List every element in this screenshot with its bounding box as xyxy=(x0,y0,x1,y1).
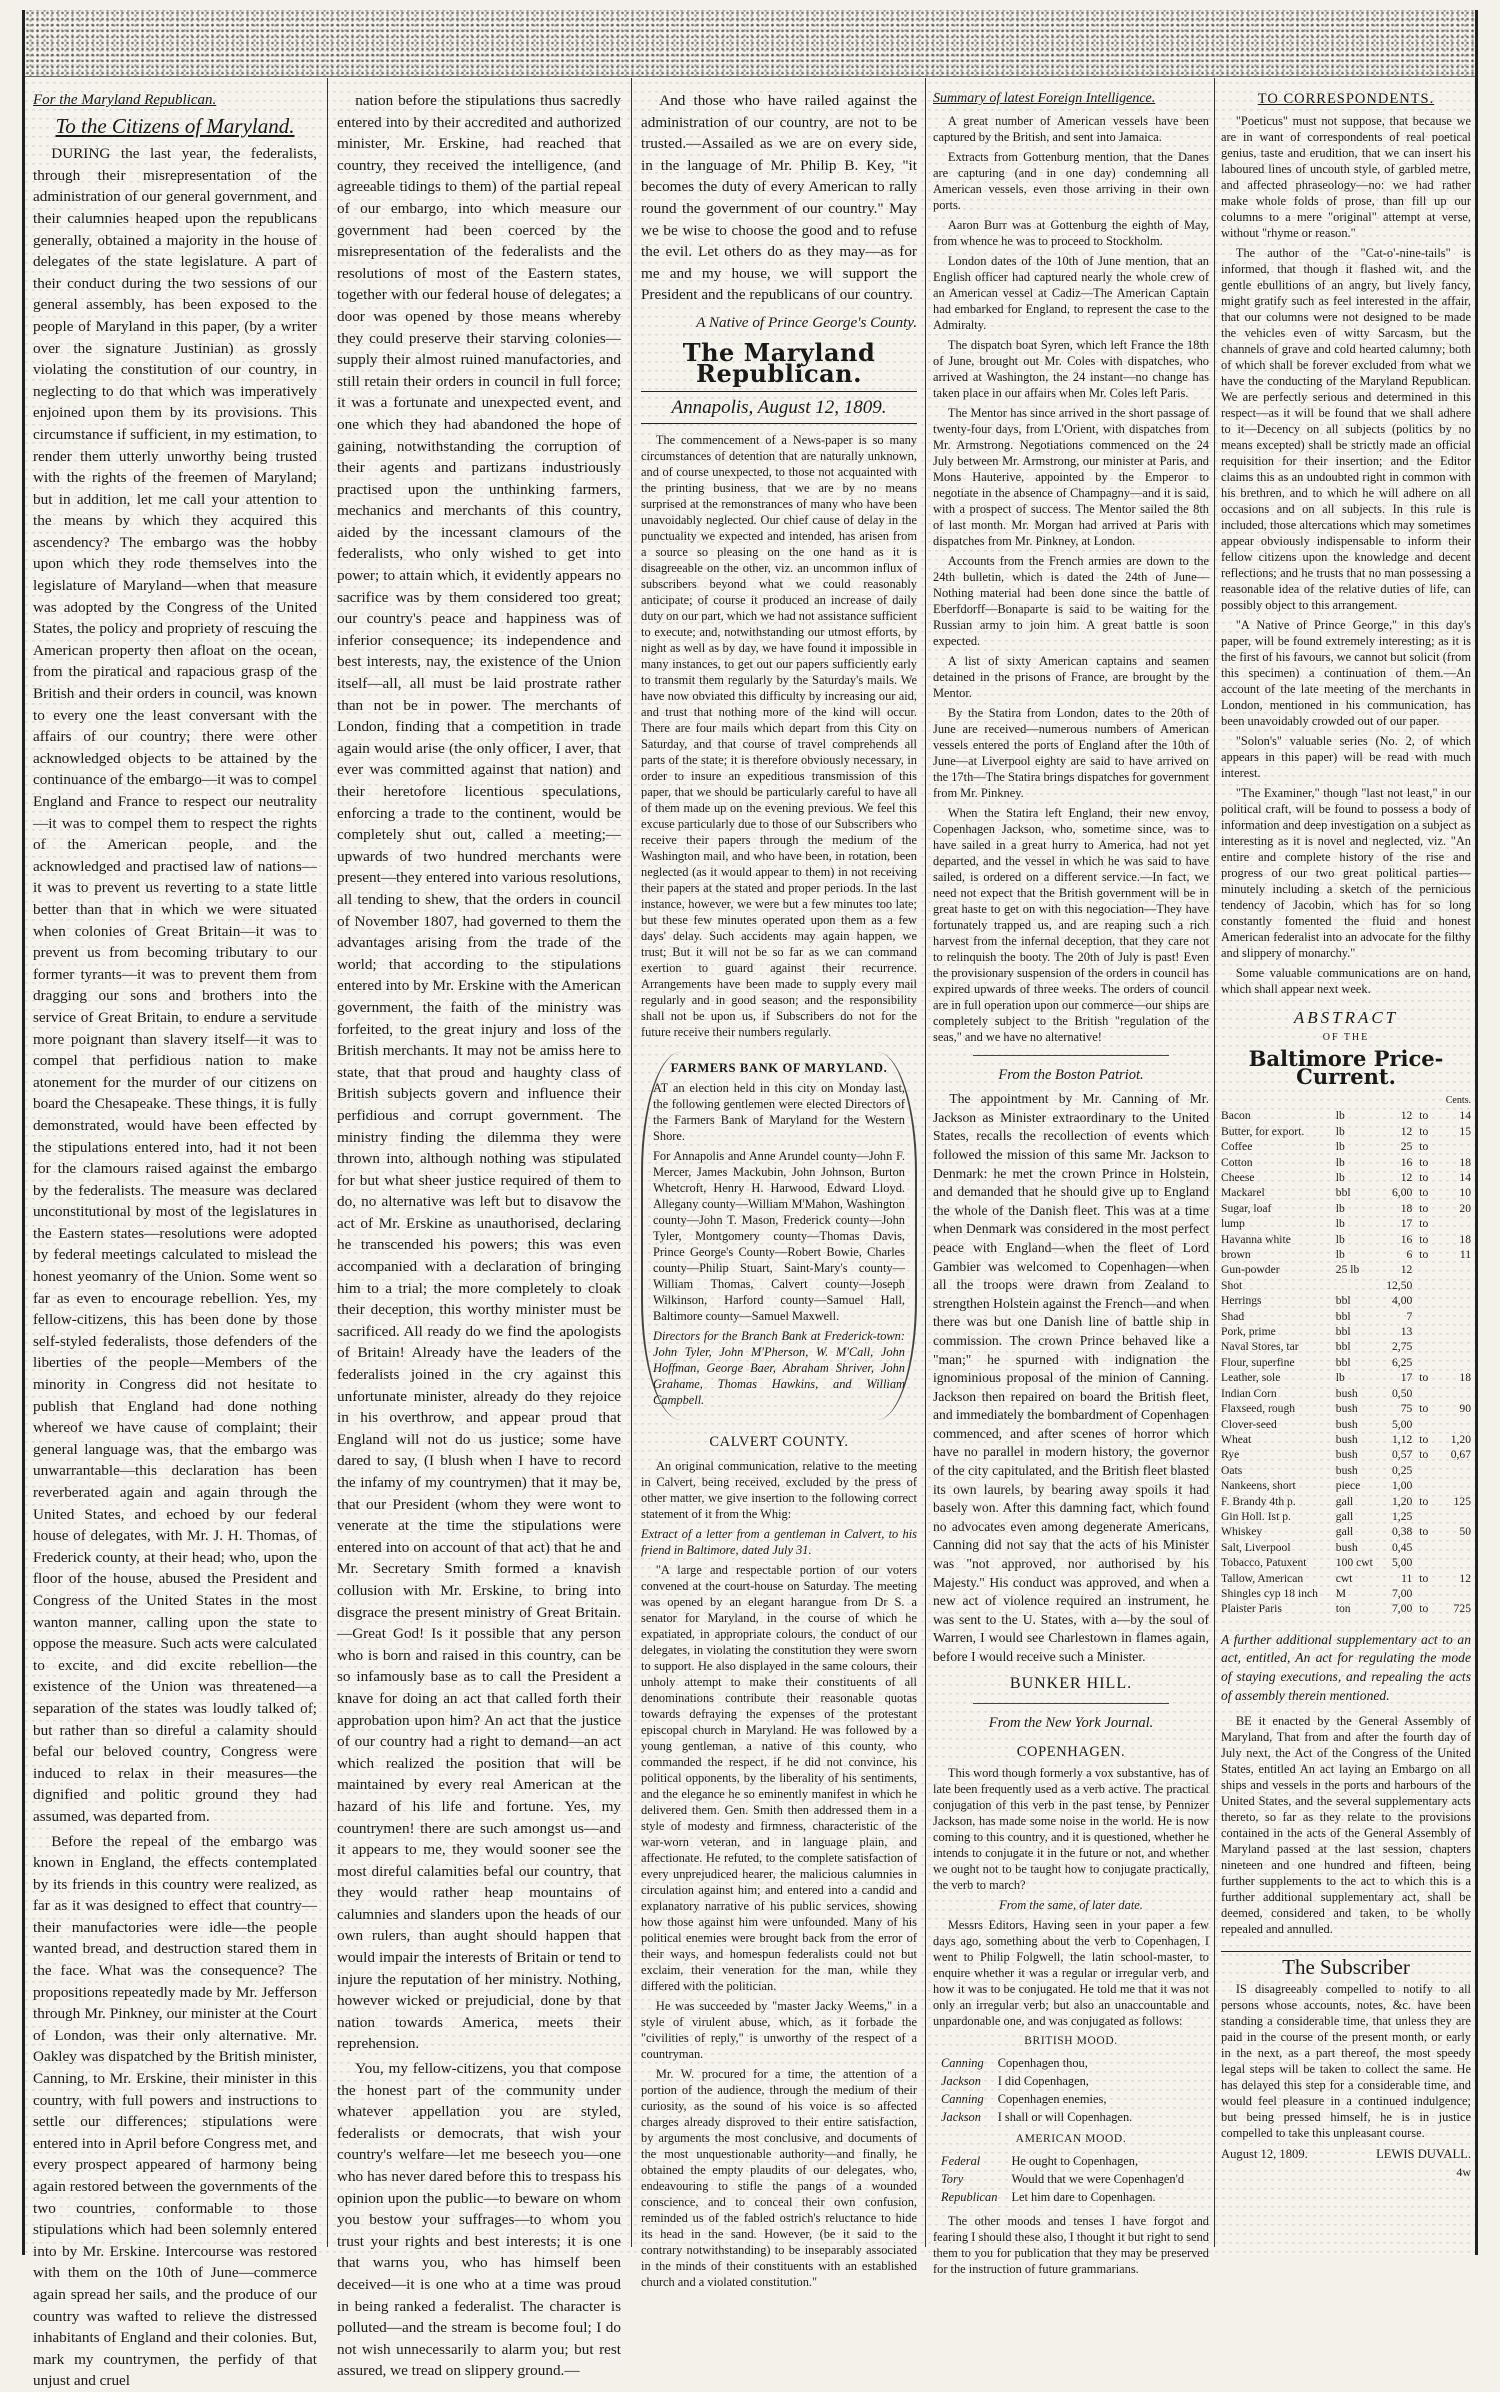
price-high xyxy=(1435,1386,1471,1401)
notice-directors: For Annapolis and Anne Arundel county—John F. Mercer, James Mackubin, John Johnson, Burton Whetcroft, Henry H. Harwood, Edward Lloyd. Allegany county—William M'Mahon, Washington county—John T. Mason, Frederick county—John Tyler, Montgomery county—Thomas Davis, Prince George's County—Robert Bowie, Charles county—Philip Stuart, Saint-Mary's county—William Thomas, Calvert county—Joseph Wilkinson, Harford county—Samuel Hall, Baltimore county—Samuel Maxwell. xyxy=(653,1149,905,1324)
notice-branch: Directors for the Branch Bank at Frederick-town: John Tyler, John M'Pherson, W. M'Call, John Hoffman, George Baer, Abraham Shriver, John Grahame, Thomas Hawkins, and William Campbell. xyxy=(653,1329,905,1408)
price-unit: 25 lb xyxy=(1335,1263,1360,1277)
conjugation-form: He ought to Copenhagen, xyxy=(1011,2154,1139,2169)
price-high: 11 xyxy=(1459,1248,1471,1262)
article-paragraph: And those who have railed against the administration of our country, are not to be trusted.—Assailed as we are on every side, in the language of Mr. Philip B. Key, "it becomes the duty of every American to rally round the government of our country." May we be wise to choose the good and to refuse the evil. Let others do as they may—as for me and my house, we will support the President and the republicans of our country. xyxy=(641,92,917,304)
price-row xyxy=(1221,1124,1471,1139)
article-paragraph: "A large and respectable portion of our voters convened at the court-house on Saturday. The meeting was opened by an elegant harangue from Dr S. a senator for Maryland, in the course of which he expatiated, in appropriate colours, the conduct of our delegates, in violating the constitution they were sworn to support. He also displayed in the same colours, their unholy attempt to make their constituents of all denominations contribute their reasonable quotas towards defraying the expenses of the protestant episcopal church in Maryland. He was followed by a young gentleman, a native of this county, who commanded the respect, if he did not convince, his political opponents, by the liberality of his sentiments, and the elegance he so eminently manifest in which he delivered them. Gen. Smith then addressed them in a style of modesty and firmness, characteristic of the war-worn veteran, and in language plain, and affectionate. He refuted, to the complete satisfaction of every unprejudiced hearer, the malicious calumnies in circulation against him; and entered into a candid and explanatory narrative of his public services, showing how those against him were unfounded. Many of his political enemies were brought back from the error of their ways, and homespun federalists could not but exclaim, their veneration for the man, while they differed with the politician. xyxy=(641,1562,917,1993)
editorial-paragraph: The commencement of a News-paper is so many circumstances of detention that are naturally unknown, and of course unexpected, to those not acquainted with the printing business, that we are by no means surprised at the remonstrances of many who have been unavoidably neglected. Our chief cause of delay in the punctuality we expected and intended, has arisen from a source so pleasing on the one hand as it is disagreeable on the other, viz. an uncommon influx of subscribers beyond what we could reasonably anticipate; of course it produced an increase of daily duty on our part, which we had not assistance sufficient to execute; and, notwithstanding our utmost efforts, by night as well as by day, we have found it impossible in many instances, to get out our papers sufficiently early to transmit them regularly by the Saturday's mails. We have now obviated this difficulty by increasing our aid, and trust that nothing more of the kind will occur. There are four mails which depart from this City on Saturday, and that course of travel comprehends all parts of the state; it is therefore obviously necessary, in order to insure an expeditious transmission of this paper, that we should be particularly careful to have all of them made up on the evening previous. We feel this excuse particularly due to those of our Subscribers who receive their papers through the medium of the Washington mail, and who have been, in rotation, been neglected (as it would appear to them) in not receiving their papers at the stated and proper periods. In the last instance, however, we were but a few minutes too late; but these few minutes operated upon them as a few days' delay. Such accidents may again happen, we trust; But it will not be so far as we can command exertion to guard against their recurrence. Arrangements have been made to supply every mail regularly and in good season; and the responsibility shall not be upon us, if Subscribers do not for the future receive their numbers regularly. xyxy=(641,433,917,1040)
price-unit: 100 cwt xyxy=(1335,1556,1373,1570)
price-to: to xyxy=(1419,1217,1429,1231)
newspaper-page xyxy=(22,10,1478,2390)
price-to: to xyxy=(1419,1432,1429,1446)
price-unit: bbl xyxy=(1335,1294,1351,1308)
news-item: A list of sixty American captains and seamen detained in the prisons of France, are brought by the Mentor. xyxy=(933,653,1209,700)
price-high xyxy=(1435,1509,1471,1524)
price-current-title: Baltimore Price-Current. xyxy=(1248,1045,1444,1090)
letter-extract-heading: Extract of a letter from a gentleman in Calvert, to his friend in Baltimore, dated July 31. xyxy=(641,1526,917,1557)
price-to xyxy=(1412,1355,1435,1370)
price-low: 6,00 xyxy=(1392,1186,1413,1200)
price-item: Gun-powder xyxy=(1221,1263,1280,1277)
price-low: 0,45 xyxy=(1392,1540,1413,1554)
act-title: A further additional supplementary act to an act, entitled, An act for regulating the mode of staying executions, and repealing the acts of assembly therein mentioned. xyxy=(1221,1631,1471,1703)
news-item: A great number of American vessels have been captured by the British, and sent into Jamaica. xyxy=(933,113,1209,144)
price-item: Rye xyxy=(1221,1448,1240,1462)
price-low: 1,12 xyxy=(1392,1432,1413,1446)
price-low: 7 xyxy=(1406,1309,1413,1323)
column-1 xyxy=(33,90,317,2390)
price-low: 0,25 xyxy=(1392,1463,1413,1477)
price-to: to xyxy=(1419,1171,1429,1184)
price-unit: lb xyxy=(1335,1248,1345,1262)
price-high: 18 xyxy=(1459,1371,1471,1385)
price-to: to xyxy=(1419,1109,1429,1123)
price-unit: gall xyxy=(1335,1494,1354,1508)
price-item: Havanna white xyxy=(1221,1232,1291,1246)
price-to: to xyxy=(1419,1402,1429,1416)
price-item: Clover-seed xyxy=(1221,1417,1277,1431)
price-row xyxy=(1221,1139,1471,1154)
news-item: Accounts from the French armies are down to the 24th bulletin, which is dated the 24th of June—Nothing material had been done since the battle of Eberfdorff—Bonaparte is said to be waiting for the Russian army to join him. A great battle is soon expected. xyxy=(933,553,1209,648)
price-row xyxy=(1221,1463,1471,1478)
column-2 xyxy=(337,90,621,2380)
price-low: 17 xyxy=(1400,1217,1413,1231)
price-item: Plaister Paris xyxy=(1221,1602,1282,1616)
price-high xyxy=(1435,1355,1471,1370)
price-item: Coffee xyxy=(1221,1140,1253,1154)
price-unit: lb xyxy=(1335,1109,1345,1123)
price-high xyxy=(1435,1216,1471,1231)
price-row xyxy=(1221,1447,1471,1462)
price-to xyxy=(1412,1417,1435,1432)
article-paragraph: He was succeeded by "master Jacky Weems," in a style of virulent abuse, which, as it forbade the "civilities of reply," is unworthy of the respect of a countryman. xyxy=(641,1998,917,2061)
price-to xyxy=(1412,1309,1435,1324)
letter-heading: To the Citizens of Maryland. xyxy=(55,113,295,138)
foreign-news-list xyxy=(933,113,1209,1045)
price-row xyxy=(1221,1247,1471,1262)
price-high: 125 xyxy=(1453,1494,1471,1508)
price-row xyxy=(1221,1524,1471,1539)
conjugation-speaker: Jackson xyxy=(941,2074,981,2089)
mood-heading: AMERICAN MOOD. xyxy=(1015,2133,1127,2146)
correspondent-note: "The Examiner," though "last not least," in our political craft, will be found to possess a body of information and deep investigation on a subject as interesting as it is novel and neglected, viz. "An entire and complete history of the rise and progress of our two great political parties—minutely including a sketch of the pernicious tendency of Jacobin, which has for so long constantly fomented the fluid and honest American federalist into an advocate for the filthy and slippery of monarchy." xyxy=(1221,785,1471,960)
letter-signature: A Native of Prince George's County. xyxy=(696,313,917,331)
news-item: By the Statira from London, dates to the 20th of June are received—numerous numbers of American vessels entered the ports of England after the 10th of June—at Liverpool eighty are said to have arrived on the 17th—The Statira brings dispatches for government from Mr. Pinkney. xyxy=(933,705,1209,800)
conjugation-form: Copenhagen enemies, xyxy=(997,2092,1107,2107)
article-paragraph: You, my fellow-citizens, you that compose the honest part of the community under whatever appellation you are styled, federalists or democrats, that wish your country's welfare—let me beseech you—one who has never dared before this to trespass his opinion upon the public—to beware on whom you bestow your suffrages—to whom you trust your rights and best interests; it is one that warns you, who has himself been deceived—it is one who at a time was proud in being ranked a federalist. The character is polluted—and the stream is become foul; I do not wish unnecessarily to alarm you; but rest assured, we tread on slippery ground.— xyxy=(337,2060,621,2380)
price-high xyxy=(1435,1339,1471,1354)
price-item: Shot xyxy=(1221,1278,1243,1292)
price-to: to xyxy=(1419,1248,1429,1262)
correspondents-heading: TO CORRESPONDENTS. xyxy=(1257,91,1435,107)
price-low: 12 xyxy=(1400,1109,1413,1123)
price-row xyxy=(1221,1601,1471,1616)
price-high xyxy=(1435,1586,1471,1601)
price-high xyxy=(1435,1417,1471,1432)
conjugation-row xyxy=(935,2055,1138,2071)
signature-bunker-hill: BUNKER HILL. xyxy=(1009,1674,1133,1692)
price-to xyxy=(1412,1262,1435,1277)
price-row xyxy=(1221,1370,1471,1385)
price-item: Flaxseed, rough xyxy=(1221,1402,1296,1416)
news-item: Extracts from Gottenburg mention, that the Danes are capturing (and in one day) condemning all American vessels, even those arriving in their own ports. xyxy=(933,149,1209,212)
price-row xyxy=(1221,1155,1471,1170)
price-row xyxy=(1221,1262,1471,1277)
news-item: When the Statira left England, their new envoy, Copenhagen Jackson, who, sometime since, was to have sailed in a great hurry to America, had not yet departed, and the vessel in which he was said to have sailed, is ordered on a different service.—In fact, we need not expect that the British government will be in great haste to get on with this negociation—They have fortunately trapped us, and are reaping such a rich harvest from the infernal deception, that they care not to relinquish the booty. The 20th of July is past! Even the provisionary suspension of the orders in council has expired upwards of three weeks. The orders of council are in full operation upon our commerce—our ships are completely subject to the British "regulation of the seas," and we have no alternative! xyxy=(933,805,1209,1044)
price-low: 6,25 xyxy=(1392,1355,1413,1369)
price-row xyxy=(1221,1170,1471,1185)
price-to xyxy=(1412,1540,1435,1555)
price-row xyxy=(1221,1185,1471,1200)
price-high: 12 xyxy=(1459,1571,1471,1585)
conjugation-row xyxy=(935,2153,1190,2169)
price-unit: gall xyxy=(1335,1509,1354,1523)
conjugation-row xyxy=(935,2073,1138,2089)
price-unit: lb xyxy=(1335,1217,1345,1231)
price-item: Wheat xyxy=(1221,1432,1252,1446)
conjugation-row xyxy=(935,2109,1138,2125)
price-unit: bush xyxy=(1335,1386,1358,1400)
price-item: Herrings xyxy=(1221,1294,1262,1308)
conjugation-speaker: Canning xyxy=(941,2092,984,2107)
price-unit: bbl xyxy=(1335,1340,1351,1354)
price-low: 16 xyxy=(1400,1232,1413,1246)
source-heading: From the Boston Patriot. xyxy=(998,1066,1144,1083)
conjugation-speaker: Jackson xyxy=(941,2110,981,2125)
price-item: Bacon xyxy=(1221,1109,1251,1123)
price-unit: lb xyxy=(1335,1155,1345,1169)
conjugation-speaker: Tory xyxy=(941,2172,964,2187)
conjugation-row xyxy=(935,2091,1138,2107)
price-to xyxy=(1412,1278,1435,1293)
price-unit: bush xyxy=(1335,1463,1358,1477)
price-unit: lb xyxy=(1335,1124,1345,1138)
price-high: 725 xyxy=(1453,1602,1471,1616)
conjugation-row xyxy=(935,2171,1190,2187)
section-heading: COPENHAGEN. xyxy=(1016,1743,1126,1760)
price-high xyxy=(1435,1540,1471,1555)
price-low: 25 xyxy=(1400,1140,1413,1154)
cents-header: Cents. xyxy=(1445,1094,1471,1106)
price-low: 0,38 xyxy=(1392,1525,1413,1539)
price-high: 1,20 xyxy=(1450,1432,1471,1446)
subscriber-name: LEWIS DUVALL. xyxy=(1376,2146,1471,2161)
subscriber-heading: The Subscriber xyxy=(1221,1951,1471,1977)
price-row xyxy=(1221,1478,1471,1493)
price-item: F. Brandy 4th p. xyxy=(1221,1494,1296,1508)
price-low: 12 xyxy=(1400,1124,1413,1138)
price-to: to xyxy=(1419,1155,1429,1169)
british-mood-table xyxy=(933,2053,1140,2127)
price-high xyxy=(1435,1324,1471,1339)
price-low: 75 xyxy=(1400,1402,1413,1416)
price-row xyxy=(1221,1232,1471,1247)
conjugation-form: I shall or will Copenhagen. xyxy=(997,2110,1133,2125)
price-high: 14 xyxy=(1459,1109,1471,1123)
price-to xyxy=(1412,1339,1435,1354)
price-row xyxy=(1221,1586,1471,1601)
insertion-mark: 4w xyxy=(1456,2165,1471,2180)
price-low: 12,50 xyxy=(1386,1278,1413,1292)
american-mood-table xyxy=(933,2151,1192,2207)
price-high: 14 xyxy=(1459,1171,1471,1184)
price-item: Mackarel xyxy=(1221,1186,1265,1200)
price-row xyxy=(1221,1555,1471,1570)
price-low: 17 xyxy=(1400,1371,1413,1385)
price-unit: gall xyxy=(1335,1525,1354,1539)
dateline: Annapolis, August 12, 1809. xyxy=(641,391,917,425)
price-to xyxy=(1412,1586,1435,1601)
article-paragraph: DURING the last year, the federalists, through their misrepresentation of the administration of our general government, and their calumnies heaped upon the republicans generally, obtained a majority in the house of delegates of the state legislature. A part of their conduct during the two sessions of our general assembly, has been exposed to the people of Maryland in this paper, (by a writer over the signature Justinian) as grossly violating the constitution of our country, in neglecting to do that which was imperatively enjoined upon them by its provisions. This circumstance if sufficient, in my estimation, to render them utterly unworthy being trusted with the rights of the freemen of Maryland; but in addition, let me call your attention to the means by which they acquired this ascendency? The embargo was the hobby upon which they rode themselves into the legislature of Maryland—when that measure was adopted by the Congress of the United States, the policy and propriety of rescuing the American property then afloat on the ocean, from the piratical and rapacious grasp of the British and their orders in council, was known to every one the least conversant with the affairs of our country; there were other acknowledged objects to be attained by the continuance of the embargo—it was to compel England and France to respect our neutrality—it was to compel them to respect the rights of the American people, and the acknowledged and practised law of nations—it was to prevent us reverting to a state little better than that in which we were situated when colonies of Great Britain—it was to prevent us from becoming tributary to our former tyrants—it was to prevent them from dragging our sons and brothers into the service of Great Britain, to endure a servitude more poignant than slavery itself—it was to compel that perfidious nation to make atonement for the murder of our citizens on board the Chesapeake. These things, it is fully demonstrated, would have been effected by the stipulations entered into, had it not been for the clamours raised against the embargo by the federalists. The measure was declared unconstitutional by most of the legislatures in the Eastern states—resolutions were adopted by federal meetings calculated to mislead the honest yeomanry of the Union. Some went so far as even to encourage rebellion. Yes, my fellow-citizens, this has been done by those self-styled federalists, those defenders of the liberties of the people—Members of the minority in Congress did not hesitate to publish that England had done nothing whereof we have cause of complaint; their general language was, that the embargo was unwarrantable—this declaration has been reverberated again and again through the United States, and echoed by our federal house of delegates, with Mr. J. H. Thomas, of Frederick county, at their head; who, upon the floor of the house, abused the President and Congress of the United States in the most wanton manner, calling upon the state to oppose the measure. Such acts were calculated to excite, and did excite rebellion—the existence of the Union was threatened—a separation of the states was loudly talked of; but rather than so direful a calamity should befal our beloved country, Congress were induced to relax in their measures—the dignified and politic ground they had assumed, was departed from. xyxy=(33,145,317,1825)
article-paragraph: The other moods and tenses I have forgot and fearing I should these also, I thought it but right to send them to you for publication that they may be preserved for the instruction of future grammarians. xyxy=(933,2214,1209,2277)
divider xyxy=(973,1055,1169,1056)
price-current-table xyxy=(1221,1093,1471,1617)
price-to xyxy=(1412,1293,1435,1308)
article-paragraph: Before the repeal of the embargo was known in England, the effects contemplated by its friends in this country were realized, as far as it was designed to effect that country—their manufactories were idle—the people wanted bread, and destruction stared them in the face. What was the consequence? The propositions repeatedly made by Mr. Jefferson through Mr. Pinkney, our minister at the Court of London, was their only alternative. Mr. Oakley was dispatched by the British minister, Canning, to Mr. Erskine, their minister in this country, with full powers and instructions to settle our differences; stipulations were entered into in April before Congress met, and every prospect appeared of harmony being again restored between the governments of the two countries, conformable to those stipulations which had been solemnly entered into by Mr. Erskine. Intercourse was restored with them on the 10th of June—commerce again spread her sails, and the produce of our country was wafted to relieve the distressed inhabitants of England and their colonies. But, mark my countrymen, the perfidy of that unjust and cruel xyxy=(33,1832,317,2390)
price-to: to xyxy=(1419,1571,1429,1585)
price-high: 20 xyxy=(1459,1201,1471,1215)
section-heading: CALVERT COUNTY. xyxy=(709,1434,849,1451)
price-unit: bush xyxy=(1335,1402,1358,1416)
price-high xyxy=(1435,1309,1471,1324)
price-unit: bush xyxy=(1335,1448,1358,1462)
conjugation-form: Copenhagen thou, xyxy=(997,2056,1088,2071)
mood-heading: BRITISH MOOD. xyxy=(1024,2035,1118,2048)
source-heading: From the same, of later date. xyxy=(999,1898,1143,1913)
news-item: The dispatch boat Syren, which left France the 18th of June, brought out Mr. Coles with dispatches, who arrived at Washington, the 24 instant—no change has taken place in our affairs when Mr. Coles left Paris. xyxy=(933,337,1209,400)
price-to: to xyxy=(1419,1371,1429,1385)
correspondents-notes xyxy=(1221,113,1471,997)
price-low: 1,25 xyxy=(1392,1509,1413,1523)
price-item: lump xyxy=(1221,1217,1245,1231)
price-item: Shad xyxy=(1221,1309,1245,1323)
price-unit: lb xyxy=(1335,1371,1345,1385)
price-low: 7,00 xyxy=(1392,1602,1413,1616)
conjugation-form: Let him dare to Copenhagen. xyxy=(1011,2190,1156,2205)
abstract-heading: ABSTRACT xyxy=(1293,1007,1399,1027)
correspondent-note: "A Native of Prince George," in this day's paper, will be found extremely interesting; as it is the first of his favours, we cannot but solicit (from this specimen) a continuation of them.—An account of the late meeting of the merchants in London, mentioned in his communication, has been unavoidably crowded out of our paper. xyxy=(1221,617,1471,728)
correspondent-note: "Poeticus" must not suppose, that because we are in want of correspondents of real poetical genius, taste and erudition, that we can insert his laboured lines of uncouth style, of garbled metre, and affected phraseology—no: we had rather make whole folds of prose, than fill up our columns to a mere "original" attempt at verse, without "rhyme or reason." xyxy=(1221,113,1471,240)
bank-election-notice xyxy=(641,1052,917,1420)
price-low: 2,75 xyxy=(1392,1340,1413,1354)
price-low: 11 xyxy=(1401,1571,1413,1585)
conjugation-form: Would that we were Copenhagen'd xyxy=(1011,2172,1185,2187)
conjugation-speaker: Canning xyxy=(941,2056,984,2071)
price-low: 13 xyxy=(1400,1325,1413,1339)
price-row xyxy=(1221,1108,1471,1123)
price-row xyxy=(1221,1355,1471,1370)
price-item: Nankeens, short xyxy=(1221,1479,1296,1493)
article-paragraph: Messrs Editors, Having seen in your paper a few days ago, something about the verb to Copenhagen, I went to Philip Folgwell, the latin school-master, to enquire whether it was a regular or irregular verb, and how it was to be conjugated. He told me that it was not only an irregular verb; but also an unaccountable and unpardonable one, and was conjugated as follows: xyxy=(933,1918,1209,2029)
price-to: to xyxy=(1419,1602,1429,1616)
column-kicker: Summary of latest Foreign Intelligence. xyxy=(933,91,1156,106)
price-low: 5,00 xyxy=(1392,1556,1413,1570)
price-row xyxy=(1221,1216,1471,1231)
article-paragraph: nation before the stipulations thus sacredly entered into by their accredited and authorized minister, Mr. Erskine, had reached that country, they received the intelligence, (and agreeable tidings to them) of the partial repeal of our embargo, into which measure our government had been coerced by the misrepresentation of the federalists and the resolutions of most of the Eastern states, together with our federal house of delegates; a door was opened by those means whereby they could preserve their starving colonies—supply their almost ruined manufactories, and still retain their orders in council in full force; it was a fortunate and unexpected event, and one which they had abandoned the hope of gaining, notwithstanding the corruption of their agents and partizans industriously practised upon the unthinking farmers, mechanics and merchants of this country, aided by the incessant clamours of the federalists, who only wished to get into power; to attain which, it evidently appears no sacrifice was by them considered too great; our country's peace and happiness was of inferior consequence; its independence and best interests, nay, the existence of the Union itself—all, all must be laid prostrate rather than not be in power. The merchants of London, finding that a competition in trade again would arise (the only officer, I aver, that ever was committed against that nation) and their heretofore licentious speculations, enforcing a trade to the continent, would be completely shut out, called a meeting;—upwards of two hundred merchants were present—they entered into various resolutions, all tending to shew, that the orders in council of November 1807, had governed to them the advantages arising from the trade of the world; that according to the stipulations entered into by Mr. Erskine with the American government, the faith of the ministry was forfeited, to the great injury and loss of the British merchants. It may not be amiss here to state, that that proud and haughty class of British subjects govern and influence their perfidious and corrupt government. The ministry finding the dilemma they were thrown into, although nothing was stipulated for but what sheer justice required of them to do, no alternative was left but to disavow the act of Mr. Erskine as unauthorised, declaring he transcended his powers; this was even accompanied with a declaration of bringing him to a trial; the more completely to cloak their deception, this worthy minister must be sacrificed. All ready do we find the apologists of Britain! Already have the leaders of the federalists joined in the cry against this unfortunate minister, already do they rejoice in his overthrow, and appear proud that England will not do us justice; some have dared to say, (I blush when I have to record the infamy of my countrymen) that it may be, that our President (whom they were wont to venerate at the time the stipulations were entered into on account of that act) that he and Mr. Secretary Smith formed a knavish collusion with Mr. Erskine, to bring into disgrace the present ministry of Great Britain.—Great God! Is it possible that any person who is born and raised in this country, can be so infamously base as to call the President a knave for doing an act that called forth their approbation upon him? An act that the justice of our country had a right to demand—an act which realized the position that will be maintained by every real American at the hazard of his life and fortune. Yes, my countrymen! there are such amongst us—and it appears to me, they would sooner see the most direful calamities befal our country, that they would rather heap mountains of calumnies and slanders upon the heads of our own rulers, than aught should happen that would impair the interests of Britain or tend to injure the reputation of her ministry. Nothing, however wicked or prejudicial, done by that nation towards America, meets their reprehension. xyxy=(337,92,621,2053)
price-low: 5,00 xyxy=(1392,1417,1413,1431)
price-high xyxy=(1435,1139,1471,1154)
price-unit: bush xyxy=(1335,1540,1358,1554)
price-high xyxy=(1435,1463,1471,1478)
price-low: 7,00 xyxy=(1392,1586,1413,1600)
price-to xyxy=(1412,1509,1435,1524)
price-low: 6 xyxy=(1406,1248,1413,1262)
price-low: 16 xyxy=(1400,1155,1413,1169)
notice-intro: AT an election held in this city on Monday last, the following gentlemen were elected Directors of the Farmers Bank of Maryland for the Western Shore. xyxy=(653,1081,905,1144)
price-high xyxy=(1435,1555,1471,1570)
conjugation-form: I did Copenhagen, xyxy=(997,2074,1089,2089)
price-item: Butter, for export. xyxy=(1221,1124,1305,1138)
price-item: Tallow, American xyxy=(1221,1571,1304,1585)
price-unit xyxy=(1336,1278,1377,1293)
price-to xyxy=(1412,1555,1435,1570)
divider xyxy=(973,1703,1169,1704)
price-row xyxy=(1221,1293,1471,1308)
price-row xyxy=(1221,1540,1471,1555)
price-row xyxy=(1221,1201,1471,1216)
price-unit: bbl xyxy=(1335,1309,1351,1323)
price-item: Indian Corn xyxy=(1221,1386,1277,1400)
abstract-of: OF THE xyxy=(1322,1032,1370,1044)
price-low: 4,00 xyxy=(1392,1294,1413,1308)
conjugation-row xyxy=(935,2189,1190,2205)
price-to: to xyxy=(1419,1232,1429,1246)
column-kicker: For the Maryland Republican. xyxy=(33,92,217,108)
price-high: 10 xyxy=(1459,1186,1471,1200)
price-unit: bush xyxy=(1335,1417,1358,1431)
price-to: to xyxy=(1419,1525,1429,1539)
price-unit: lb xyxy=(1335,1140,1345,1154)
act-body: BE it enacted by the General Assembly of Maryland, That from and after the fourth day of July next, the Act of the Congress of the United States, entitled An act laying an Embargo on all ships and vessels in the ports and harbours of the United States, and the several supplementary acts thereto, so far as they relate to the provisions contained in the acts of the General Assembly of Maryland passed at the last session, chapters nineteen and one hundred and fifteen, being further supplements to the act to which this is a further additional supplementary act, shall be deemed, considered and taken, to be wholly repealed and annulled. xyxy=(1221,1714,1471,1937)
correspondent-note: "Solon's" valuable series (No. 2, of which appears in this paper) will be read with much interest. xyxy=(1221,733,1471,780)
price-unit: ton xyxy=(1335,1602,1351,1616)
price-row xyxy=(1221,1401,1471,1416)
price-high xyxy=(1435,1478,1471,1493)
price-item: Naval Stores, tar xyxy=(1221,1340,1299,1354)
price-unit: lb xyxy=(1335,1201,1345,1215)
price-row xyxy=(1221,1324,1471,1339)
price-to xyxy=(1412,1386,1435,1401)
price-to xyxy=(1412,1463,1435,1478)
price-low: 0,57 xyxy=(1392,1448,1413,1462)
notice-title: FARMERS BANK OF MARYLAND. xyxy=(670,1061,888,1076)
price-to: to xyxy=(1419,1124,1429,1138)
news-item: Aaron Burr was at Gottenburg the eighth of May, from whence he was to proceed to Stockholm. xyxy=(933,217,1209,248)
price-item: Cheese xyxy=(1221,1171,1255,1184)
price-to: to xyxy=(1419,1494,1429,1508)
price-item: Leather, sole xyxy=(1221,1371,1281,1385)
conjugation-speaker: Republican xyxy=(941,2190,998,2205)
price-unit: piece xyxy=(1335,1479,1361,1493)
conjugation-speaker: Federal xyxy=(941,2154,981,2169)
price-item: Shingles cyp 18 inch xyxy=(1221,1586,1318,1600)
price-to: to xyxy=(1419,1186,1429,1200)
article-paragraph: This word though formerly a vox substantive, has of late been frequently used as a verb active. The practical conjugation of this verb in the past tense, by Pennizer Jackson, has made some noise in the world. He is now coming to this country, and it is questioned, whether he intends to conjugate it in the future or not, and whether we ought not to be taught how to conjugate practically, the verb to march? xyxy=(933,1766,1209,1893)
price-low: 1,20 xyxy=(1392,1494,1413,1508)
source-heading: From the New York Journal. xyxy=(988,1715,1154,1732)
price-unit: lb xyxy=(1335,1232,1345,1246)
column-4 xyxy=(933,90,1209,2277)
price-high xyxy=(1435,1262,1471,1277)
subscriber-signoff xyxy=(1221,2145,1471,2164)
price-high: 15 xyxy=(1459,1124,1471,1138)
price-to xyxy=(1412,1324,1435,1339)
price-unit: bbl xyxy=(1335,1355,1351,1369)
price-row xyxy=(1221,1339,1471,1354)
article-paragraph: Mr. W. procured for a time, the attention of a portion of the audience, through the medium of their curiosity, as the sound of his voice is so affected charges already disproved to their entire satisfaction, by arguments the most conclusive, and documents of the most unquestionable authority—and finally, he obtained the empty plaudits of our delegates, who, endeavouring to stifle the pangs of a wounded conscience, and to conceal their own confusion, reminded us of the fabled ostrich's reluctance to hide its head in the sand. However, (be it said to the contrary notwithstanding) to be inseparably associated in the minds of their constituents with an established church and a violated constitution." xyxy=(641,2066,917,2289)
price-high: 90 xyxy=(1459,1402,1471,1416)
newspaper-masthead: The Maryland Republican. xyxy=(682,337,876,389)
column-3 xyxy=(641,90,917,2289)
price-item: Salt, Liverpool xyxy=(1221,1540,1291,1554)
price-row xyxy=(1221,1309,1471,1324)
price-row xyxy=(1221,1278,1471,1293)
article-paragraph: An original communication, relative to the meeting in Calvert, being received, excluded by the press of other matter, we give insertion to the following correct statement of it from the Whig: xyxy=(641,1458,917,1521)
price-low: 0,50 xyxy=(1392,1386,1413,1400)
price-high: 0,67 xyxy=(1450,1448,1471,1462)
price-unit: bush xyxy=(1335,1432,1358,1446)
price-high: 18 xyxy=(1459,1232,1471,1246)
subscriber-notice: IS disagreeably compelled to notify to all persons whose accounts, notes, &c. have been standing a considerable time, that unless they are paid in the course of the present month, or early in the next, as a part thereof, the most speedy legal steps will be taken to collect the same. He has delayed this step for a considerable time, and would feel pleasure in a continued indulgence; but being pressed himself, he is in justice compelled to take this unpleasant course. xyxy=(1221,1981,1471,2140)
price-item: Oats xyxy=(1221,1463,1243,1477)
price-item: Flour, superfine xyxy=(1221,1355,1295,1369)
price-unit: lb xyxy=(1335,1171,1345,1184)
article-paragraph: The appointment by Mr. Canning of Mr. Jackson as Minister extraordinary to the United States, recalls the recollection of events which followed the mission of this same Mr. Jackson to Denmark: he met the crown Prince in Holstein, and demanded that he should give up to England the whole of the Danish fleet. This was at a time when Denmark was considered in the most perfect peace with England—when the fleet of Lord Gambier was welcomed to Copenhagen—when all the troops were drawn from Zealand to strengthen Holstein against the French—and when there was but one Danish line of battle ship in commission. The crown Prince behaved like a "man;" he spurned with indignation the ignominious proposal of the minion of Canning. Jackson then repaired on board the British fleet, and immediately the bombardment of Copenhagen commenced, and after scenes of horror which have no parallel in modern history, the governor of the city capitulated, and the British fleet blasted its own laurels, by bearing away spoils it had basely won. After this damning fact, which found no advocates even among degenerate Americans, Canning did not say that the acts of his Minister was "not approved, nor authorised by his Majesty." His conduct was approved, and when a new act of violence required an instrument, he was sent to the U. States, with a—by the soul of Warren, I would see Charlestown in flames again, before I would receive such a Minister. xyxy=(933,1091,1209,1664)
price-row xyxy=(1221,1509,1471,1524)
news-item: The Mentor has since arrived in the short passage of twenty-four days, from L'Orient, with dispatches from Mr. Armstrong. Negotiations commenced on the 24 July between Mr. Armstrong, our minister at Paris, and Mons Hauterive, appointed by the Emperor to negotiate in the absence of Champagny—and it is said, with a prospect of success. The Mentor sailed the 8th of last month. Mr. Morgan had arrived at Paris with dispatches from Mr. Pinkney, at London. xyxy=(933,405,1209,548)
news-item: London dates of the 10th of June mention, that an English officer had captured nearly the whole crew of an American vessel at Cadiz—The American Captain had embarked for England, to represent the case to the Admiralty. xyxy=(933,253,1209,332)
price-row xyxy=(1221,1571,1471,1586)
price-low: 1,00 xyxy=(1392,1479,1413,1493)
subscriber-date: August 12, 1809. xyxy=(1221,2146,1308,2161)
price-item: Pork, prime xyxy=(1221,1325,1276,1339)
price-item: Whiskey xyxy=(1221,1525,1263,1539)
price-low: 12 xyxy=(1400,1171,1413,1184)
price-unit: bbl xyxy=(1335,1186,1351,1200)
price-item: Tobacco, Patuxent xyxy=(1221,1556,1307,1570)
column-5 xyxy=(1221,90,1471,2241)
price-unit: M xyxy=(1335,1586,1347,1600)
correspondent-note: Some valuable communications are on hand, which shall appear next week. xyxy=(1221,965,1471,996)
price-item: Cotton xyxy=(1221,1155,1253,1169)
price-high: 50 xyxy=(1459,1525,1471,1539)
price-high xyxy=(1435,1278,1471,1293)
price-high: 18 xyxy=(1459,1155,1471,1169)
price-to: to xyxy=(1419,1448,1429,1462)
price-low: 12 xyxy=(1400,1263,1413,1277)
price-item: Sugar, loaf xyxy=(1221,1201,1272,1215)
price-to xyxy=(1412,1478,1435,1493)
price-unit: bbl xyxy=(1335,1325,1351,1339)
price-row xyxy=(1221,1494,1471,1509)
price-row xyxy=(1221,1432,1471,1447)
price-high xyxy=(1435,1293,1471,1308)
price-to: to xyxy=(1419,1140,1429,1154)
price-item: brown xyxy=(1221,1248,1251,1262)
price-item: Gin Holl. Ist p. xyxy=(1221,1509,1291,1523)
price-row xyxy=(1221,1417,1471,1432)
price-low: 18 xyxy=(1400,1201,1413,1215)
price-row xyxy=(1221,1386,1471,1401)
correspondent-note: The author of the "Cat-o'-nine-tails" is informed, that though it flashed wit, and the gentle ebullitions of an angry, but lively fancy, might gratify such as feel interested in the affair, that our columns were not designed to be made the vehicles even of witty Sarcasm, but the channels of grave and cold hearted calumny; both of which shall be forever excluded from what we have the conducting of the Maryland Republican. We are perfectly serious and determined in this respect—as it will be found that we shall adhere to it—Decency on all subjects (politics by no means excepted) shall be strictly made an official requisition for their insertion; and the Editor claims this as an undoubted right in common with his brethren, and to which he will adhere on all occasions and on all subjects. In this rule is included, those altercations which may sometimes appear obviously indispensable to inform their fellow citizens upon the knowledge and decent reflections; and he trusts that no man possessing a reasonable idea of the relative duties of life, can possibly object to this arrangement. xyxy=(1221,245,1471,612)
price-unit: cwt xyxy=(1335,1571,1353,1585)
price-to: to xyxy=(1419,1201,1429,1215)
